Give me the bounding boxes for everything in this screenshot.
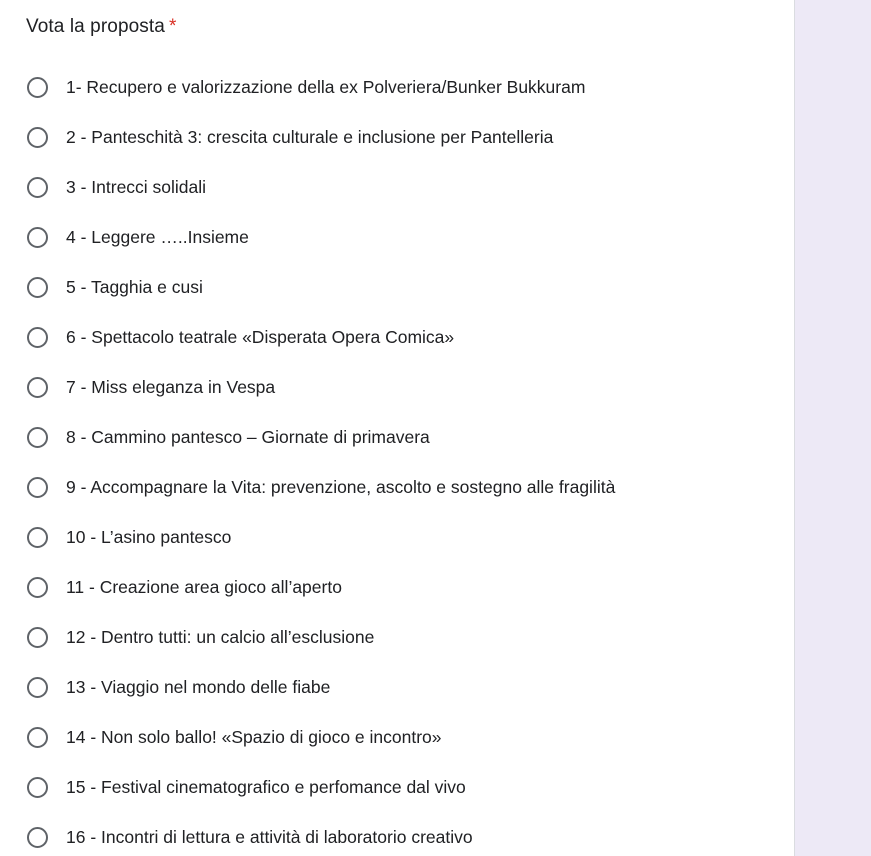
- radio-option[interactable]: [0, 412, 795, 462]
- radio-option[interactable]: [0, 662, 795, 712]
- radio-button[interactable]: [27, 727, 48, 748]
- option-label: 2 - Panteschità 3: crescita culturale e inclusione per Pantelleria: [66, 126, 554, 147]
- radio-button[interactable]: [27, 277, 48, 298]
- radio-option-list: [0, 62, 795, 856]
- radio-option[interactable]: [0, 762, 795, 812]
- option-label: 9 - Accompagnare la Vita: prevenzione, ascolto e sostegno alle fragilità: [66, 476, 616, 497]
- option-label: 10 - L’asino pantesco: [66, 526, 232, 547]
- radio-button[interactable]: [27, 627, 48, 648]
- radio-option[interactable]: [0, 112, 795, 162]
- radio-button[interactable]: [27, 777, 48, 798]
- radio-button[interactable]: [27, 827, 48, 848]
- option-label: 15 - Festival cinematografico e perfomance dal vivo: [66, 776, 466, 797]
- question-title: [26, 16, 176, 38]
- radio-button[interactable]: [27, 427, 48, 448]
- radio-button[interactable]: [27, 77, 48, 98]
- option-label: 16 - Incontri di lettura e attività di laboratorio creativo: [66, 826, 473, 847]
- option-label: 11 - Creazione area gioco all’aperto: [66, 576, 342, 597]
- radio-option[interactable]: [0, 512, 795, 562]
- option-label: 6 - Spettacolo teatrale «Disperata Opera Comica»: [66, 326, 455, 347]
- radio-button[interactable]: [27, 377, 48, 398]
- side-background-panel: [795, 0, 871, 856]
- question-title-text: Vota la proposta: [26, 16, 165, 37]
- option-label: 8 - Cammino pantesco – Giornate di primavera: [66, 426, 430, 447]
- radio-button[interactable]: [27, 177, 48, 198]
- option-label: 3 - Intrecci solidali: [66, 176, 207, 197]
- radio-option[interactable]: [0, 612, 795, 662]
- radio-button[interactable]: [27, 527, 48, 548]
- radio-option[interactable]: [0, 312, 795, 362]
- option-label: 4 - Leggere …..Insieme: [66, 226, 249, 247]
- radio-option[interactable]: [0, 812, 795, 856]
- option-label: 5 - Tagghia e cusi: [66, 276, 203, 297]
- radio-button[interactable]: [27, 327, 48, 348]
- radio-button[interactable]: [27, 677, 48, 698]
- radio-button[interactable]: [27, 477, 48, 498]
- option-label: 7 - Miss eleganza in Vespa: [66, 376, 276, 397]
- radio-option[interactable]: [0, 162, 795, 212]
- radio-option[interactable]: [0, 212, 795, 262]
- radio-option[interactable]: [0, 262, 795, 312]
- radio-option[interactable]: [0, 62, 795, 112]
- option-label: 13 - Viaggio nel mondo delle fiabe: [66, 676, 331, 697]
- radio-option[interactable]: [0, 362, 795, 412]
- radio-button[interactable]: [27, 227, 48, 248]
- option-label: 14 - Non solo ballo! «Spazio di gioco e incontro»: [66, 726, 442, 747]
- radio-option[interactable]: [0, 462, 795, 512]
- radio-option[interactable]: [0, 712, 795, 762]
- radio-button[interactable]: [27, 127, 48, 148]
- option-label: 12 - Dentro tutti: un calcio all’esclusione: [66, 626, 375, 647]
- radio-button[interactable]: [27, 577, 48, 598]
- option-label: 1- Recupero e valorizzazione della ex Polveriera/Bunker Bukkuram: [66, 76, 586, 97]
- radio-option[interactable]: [0, 562, 795, 612]
- required-marker: *: [168, 16, 177, 37]
